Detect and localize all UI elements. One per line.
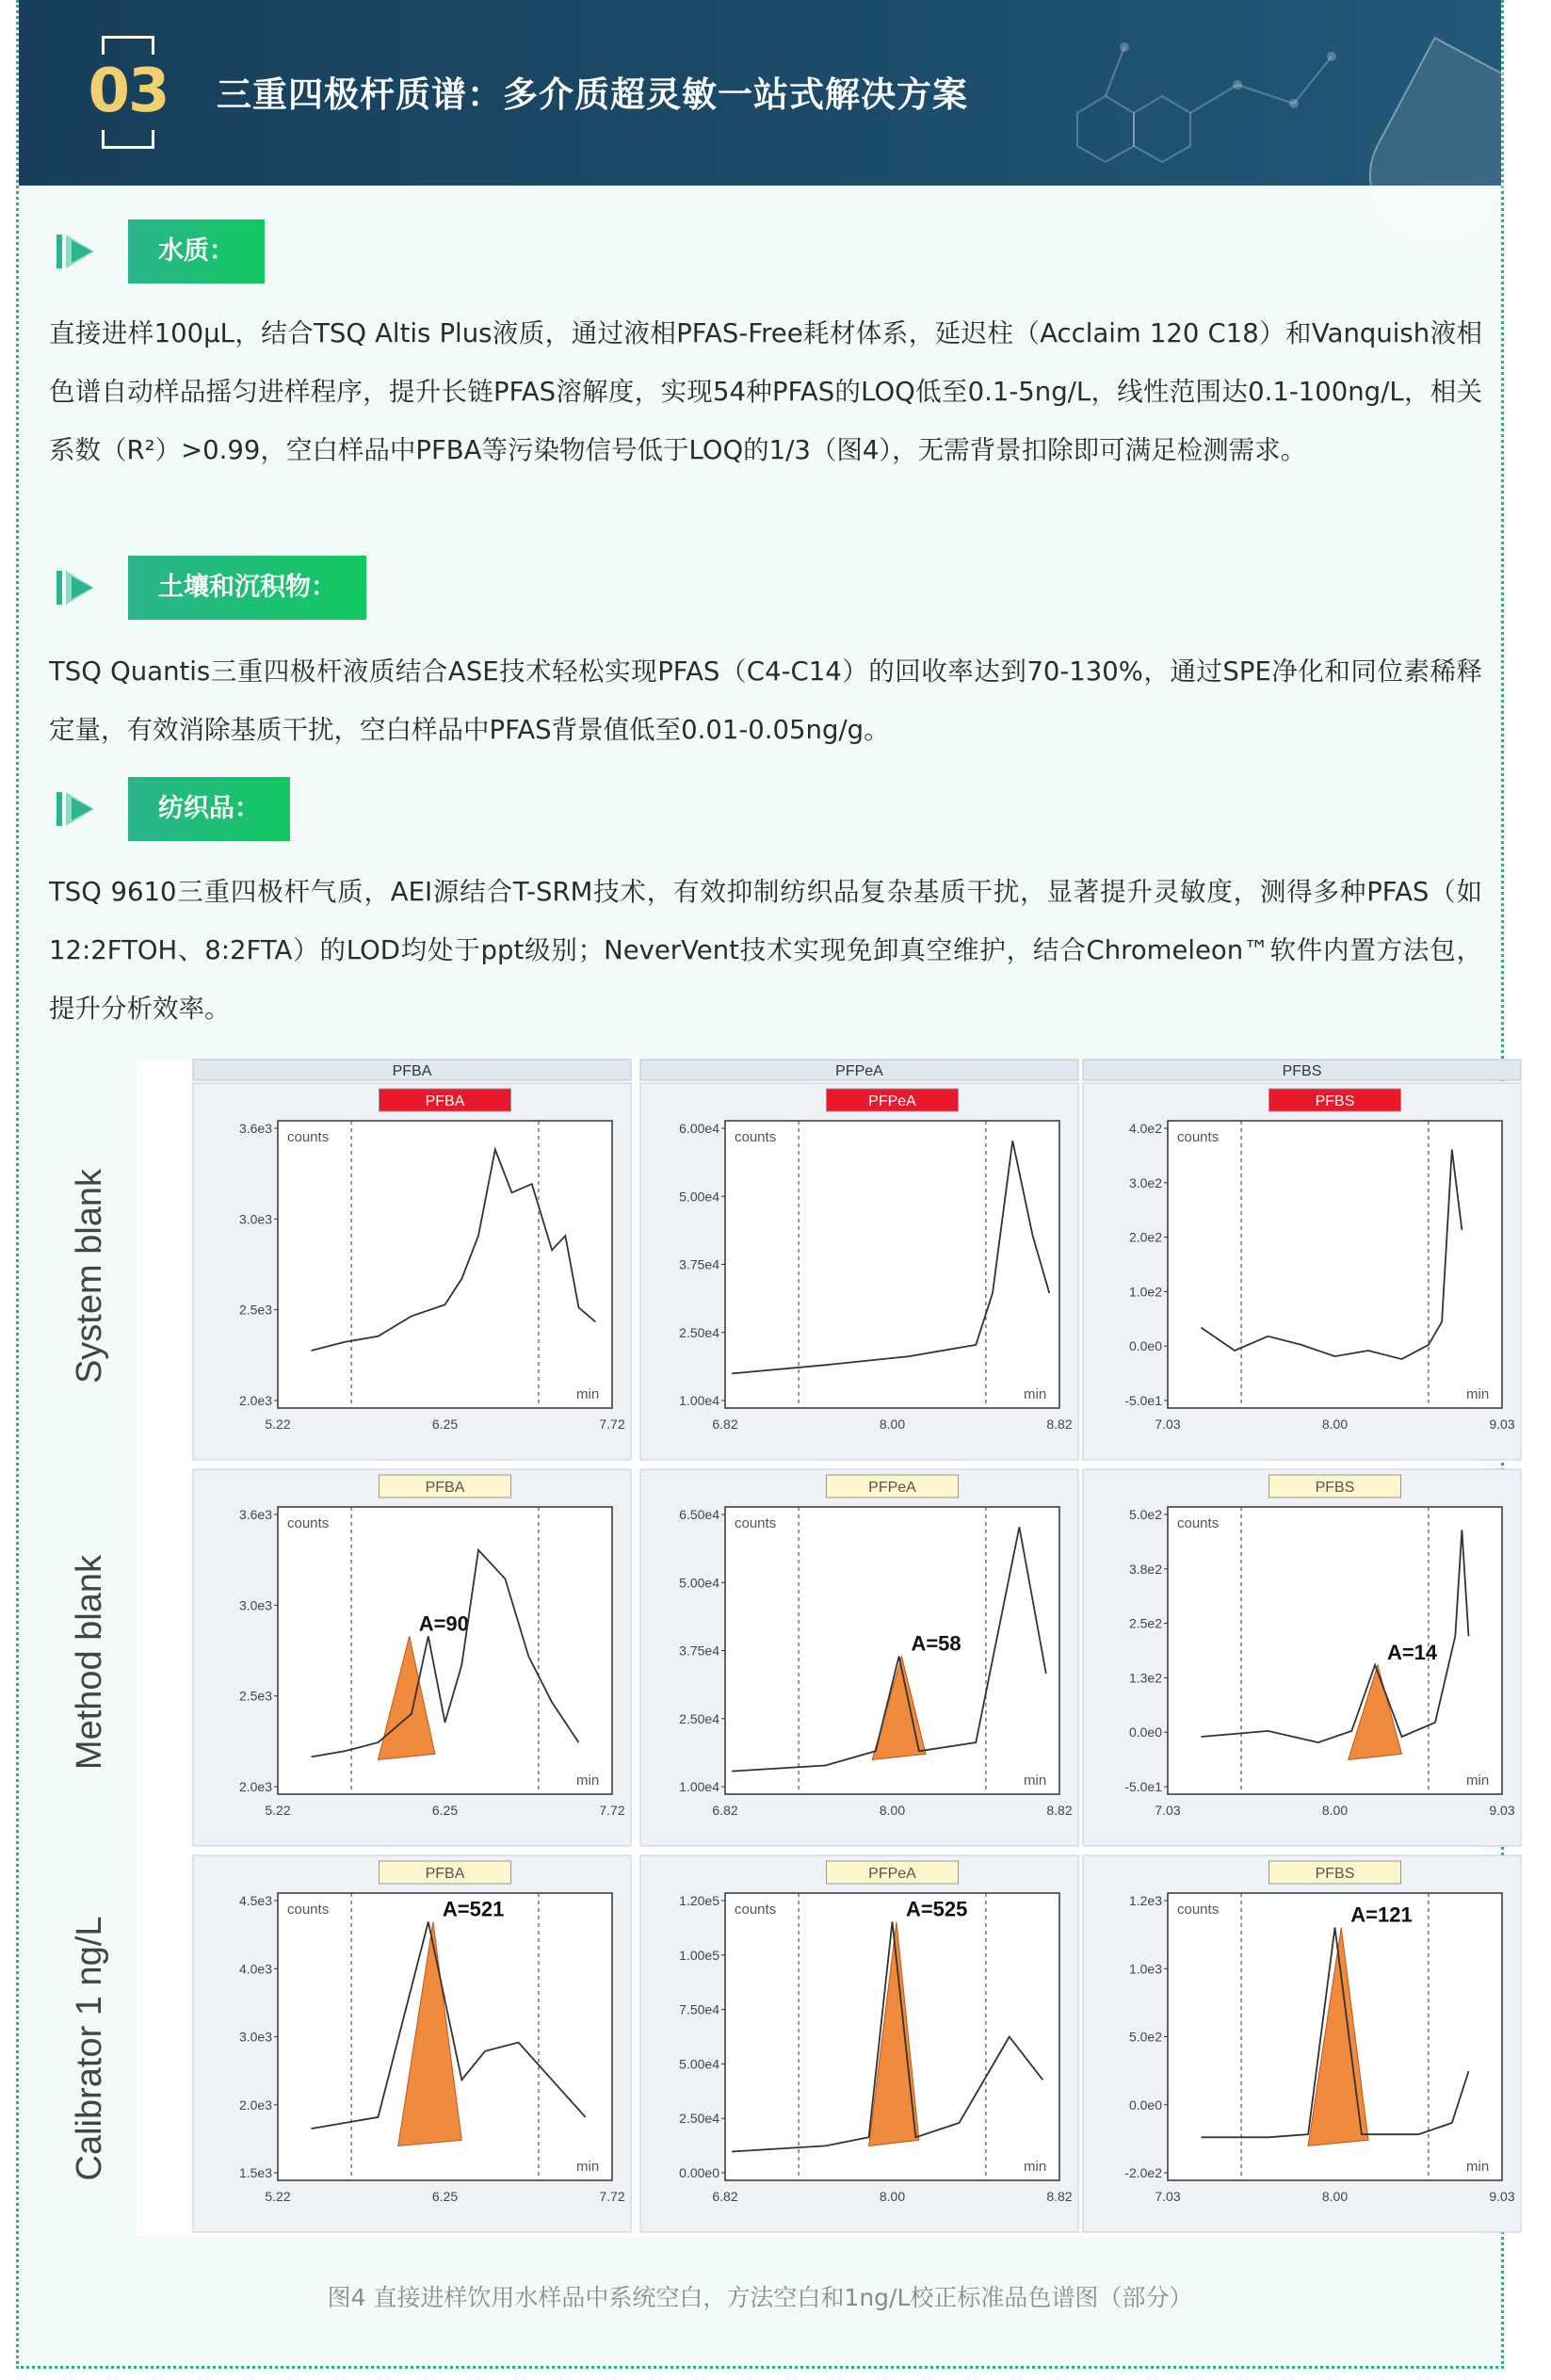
x-tick-label: 7.03 — [1155, 1803, 1181, 1818]
x-tick-label: 9.03 — [1489, 1417, 1515, 1432]
plot-area — [278, 1507, 612, 1794]
y-tick-label: 1.20e5 — [679, 1893, 719, 1908]
column-title: PFPeA — [835, 1063, 883, 1079]
x-tick-label: 8.82 — [1046, 2189, 1073, 2204]
y-tick-label: 3.0e3 — [238, 1211, 272, 1227]
play-arrow-icon — [57, 790, 100, 828]
x-tick-label: 7.72 — [599, 2189, 625, 2204]
y-tick-label: 2.50e4 — [679, 2111, 719, 2127]
y-tick-label: 1.0e3 — [1128, 1961, 1162, 1977]
y-unit-label: counts — [1177, 1902, 1220, 1918]
y-tick-label: 7.50e4 — [679, 2001, 719, 2017]
row-label: System blank — [70, 1168, 109, 1384]
row-label: Calibrator 1 ng/L — [70, 1916, 109, 2181]
compound-tag: PFPeA — [868, 1093, 916, 1109]
y-tick-label: 2.5e2 — [1128, 1615, 1162, 1631]
x-tick-label: 6.82 — [712, 1417, 738, 1432]
compound-tag: PFBA — [425, 1480, 465, 1496]
chromatogram-grid — [70, 1060, 1515, 2237]
peak-area-label: A=121 — [1350, 1902, 1413, 1927]
x-tick-label: 8.00 — [879, 2189, 906, 2204]
x-unit-label: min — [576, 2159, 600, 2175]
y-tick-label: 1.00e4 — [679, 1393, 719, 1408]
compound-tag: PFPeA — [868, 1480, 916, 1496]
y-tick-label: 2.50e4 — [679, 1710, 719, 1726]
y-tick-label: 3.0e2 — [1128, 1174, 1162, 1190]
y-unit-label: counts — [735, 1515, 777, 1531]
paragraph-soil: TSQ Quantis三重四极杆液质结合ASE技术轻松实现PFAS（C4-C14）的回收率达到70-130%，通过SPE净化和同位素稀释定量，有效消除基质干扰，空白样品中PFAS背景值低至0.01-0.05ng/g。 — [49, 656, 1482, 745]
y-tick-label: 2.0e2 — [1128, 1229, 1162, 1245]
y-tick-label: 3.0e3 — [238, 2029, 272, 2045]
y-tick-label: 0.00e0 — [679, 2165, 719, 2180]
x-tick-label: 7.72 — [599, 1803, 625, 1818]
y-tick-label: 2.0e3 — [238, 1393, 272, 1408]
section-number: 03 — [85, 36, 171, 149]
x-unit-label: min — [1024, 2159, 1047, 2175]
y-tick-label: -5.0e1 — [1124, 1779, 1162, 1794]
x-tick-label: 6.25 — [431, 1803, 459, 1818]
x-tick-label: 5.22 — [265, 2189, 291, 2204]
compound-tag: PFBS — [1315, 1093, 1355, 1109]
y-tick-label: 3.8e2 — [1128, 1561, 1162, 1577]
y-tick-label: 4.5e3 — [238, 1893, 272, 1908]
subsection-label: 纺织品： — [128, 777, 290, 841]
peak-area-label: A=525 — [905, 1897, 968, 1921]
y-unit-label: counts — [287, 1129, 330, 1145]
y-tick-label: 5.0e2 — [1128, 1507, 1162, 1522]
y-unit-label: counts — [1177, 1129, 1220, 1145]
y-tick-label: 1.3e2 — [1128, 1670, 1162, 1686]
y-tick-label: 0.0e0 — [1128, 1724, 1162, 1740]
x-unit-label: min — [1466, 1386, 1490, 1402]
paragraph-water: 直接进样100μL，结合TSQ Altis Plus液质，通过液相PFAS-Free耗材体系，延迟柱（Acclaim 120 C18）和Vanquish液相色谱自动样品摇匀进样程序，提升长链PFAS溶解度，实现54种PFAS的LOQ低至0.1-5ng/L，线性范围达0.1-100ng/L，相关系数（R²）>0.99，空白样品中PFBA等污染物信号低于LOQ的1/3（图4），无需背景扣除即可满足检测需求。 — [49, 318, 1482, 465]
y-tick-label: 5.00e4 — [679, 2056, 719, 2072]
x-unit-label: min — [1024, 1773, 1047, 1789]
compound-tag: PFBS — [1315, 1480, 1355, 1496]
subsection-label: 土壤和沉积物： — [128, 556, 366, 620]
x-tick-label: 9.03 — [1489, 2189, 1515, 2204]
x-tick-label: 7.72 — [599, 1417, 625, 1432]
x-tick-label: 8.82 — [1046, 1803, 1073, 1818]
plot-area — [278, 1121, 612, 1408]
x-tick-label: 6.82 — [712, 1803, 738, 1818]
x-tick-label: 7.03 — [1155, 1417, 1181, 1432]
column-title: PFBA — [392, 1063, 432, 1079]
y-tick-label: 2.50e4 — [679, 1324, 719, 1340]
x-tick-label: 8.00 — [1321, 1803, 1349, 1818]
article-page — [16, 0, 1515, 2369]
paragraph-textile: TSQ 9610三重四极杆气质，AEI源结合T-SRM技术，有效抑制纺织品复杂基质干扰，显著提升灵敏度，测得多种PFAS（如12:2FTOH、8:2FTA）的LOD均处于ppt级别；NeverVent技术实现免卸真空维护，结合Chromeleon™软件内置方法包，提升分析效率。 — [49, 877, 1482, 1024]
x-unit-label: min — [1466, 2159, 1490, 2175]
x-tick-label: 5.22 — [265, 1803, 291, 1818]
x-tick-label: 9.03 — [1489, 1803, 1515, 1818]
y-tick-label: 5.00e4 — [679, 1189, 719, 1205]
y-tick-label: 2.0e3 — [238, 2097, 272, 2113]
y-tick-label: -5.0e1 — [1124, 1393, 1162, 1408]
row-label: Method blank — [70, 1554, 109, 1771]
y-tick-label: 3.75e4 — [679, 1256, 719, 1272]
y-unit-label: counts — [735, 1129, 777, 1145]
column-title: PFBS — [1282, 1063, 1322, 1079]
x-tick-label: 8.00 — [879, 1417, 906, 1432]
y-tick-label: 4.0e3 — [238, 1961, 272, 1977]
chromatogram-figure — [70, 1060, 1515, 2237]
x-tick-label: 6.25 — [431, 1417, 459, 1432]
x-tick-label: 8.00 — [879, 1803, 906, 1818]
y-tick-label: 2.0e3 — [238, 1779, 272, 1794]
y-tick-label: 1.5e3 — [238, 2165, 272, 2180]
y-tick-label: -2.0e2 — [1124, 2165, 1162, 2180]
y-tick-label: 1.2e3 — [1128, 1893, 1162, 1908]
section-banner — [19, 0, 1501, 186]
x-tick-label: 8.00 — [1321, 2189, 1349, 2204]
y-tick-label: 1.00e4 — [679, 1779, 719, 1794]
molecule-decoration-icon — [1021, 19, 1416, 179]
y-unit-label: counts — [287, 1902, 330, 1918]
x-tick-label: 7.03 — [1155, 2189, 1181, 2204]
compound-tag: PFPeA — [868, 1866, 916, 1882]
y-tick-label: 2.5e3 — [238, 1688, 272, 1704]
y-tick-label: 4.0e2 — [1128, 1121, 1162, 1136]
y-tick-label: 0.0e0 — [1128, 2097, 1162, 2113]
peak-area-label: A=58 — [911, 1631, 961, 1656]
y-unit-label: counts — [1177, 1515, 1220, 1531]
play-arrow-icon — [57, 569, 100, 607]
y-tick-label: 3.6e3 — [238, 1121, 272, 1136]
y-tick-label: 5.00e4 — [679, 1575, 719, 1591]
x-unit-label: min — [576, 1386, 600, 1402]
y-tick-label: 5.0e2 — [1128, 2029, 1162, 2045]
y-tick-label: 6.00e4 — [679, 1121, 719, 1136]
x-tick-label: 8.82 — [1046, 1417, 1073, 1432]
y-tick-label: 1.00e5 — [679, 1947, 719, 1963]
y-tick-label: 1.0e2 — [1128, 1284, 1162, 1300]
compound-tag: PFBS — [1315, 1866, 1355, 1882]
x-tick-label: 6.25 — [431, 2189, 459, 2204]
peak-area-label: A=521 — [442, 1897, 505, 1921]
y-tick-label: 0.0e0 — [1128, 1338, 1162, 1354]
x-unit-label: min — [576, 1773, 600, 1789]
compound-tag: PFBA — [425, 1093, 465, 1109]
play-arrow-icon — [57, 233, 100, 270]
x-unit-label: min — [1024, 1386, 1047, 1402]
y-tick-label: 2.5e3 — [238, 1302, 272, 1318]
section-title: 三重四极杆质谱：多介质超灵敏一站式解决方案 — [217, 74, 968, 115]
x-tick-label: 5.22 — [265, 1417, 291, 1432]
y-unit-label: counts — [735, 1902, 777, 1918]
peak-area-label: A=90 — [418, 1611, 469, 1636]
y-tick-label: 3.75e4 — [679, 1643, 719, 1659]
y-tick-label: 3.0e3 — [238, 1597, 272, 1613]
x-tick-label: 8.00 — [1321, 1417, 1349, 1432]
subsection-label: 水质： — [128, 219, 265, 283]
x-unit-label: min — [1466, 1773, 1490, 1789]
compound-tag: PFBA — [425, 1866, 465, 1882]
x-tick-label: 6.82 — [712, 2189, 738, 2204]
figure-caption: 图4 直接进样饮用水样品中系统空白，方法空白和1ng/L校正标准品色谱图（部分） — [327, 2284, 1193, 2311]
y-unit-label: counts — [287, 1515, 330, 1531]
y-tick-label: 3.6e3 — [238, 1507, 272, 1522]
peak-area-label: A=14 — [1386, 1640, 1438, 1664]
y-tick-label: 6.50e4 — [679, 1507, 719, 1522]
